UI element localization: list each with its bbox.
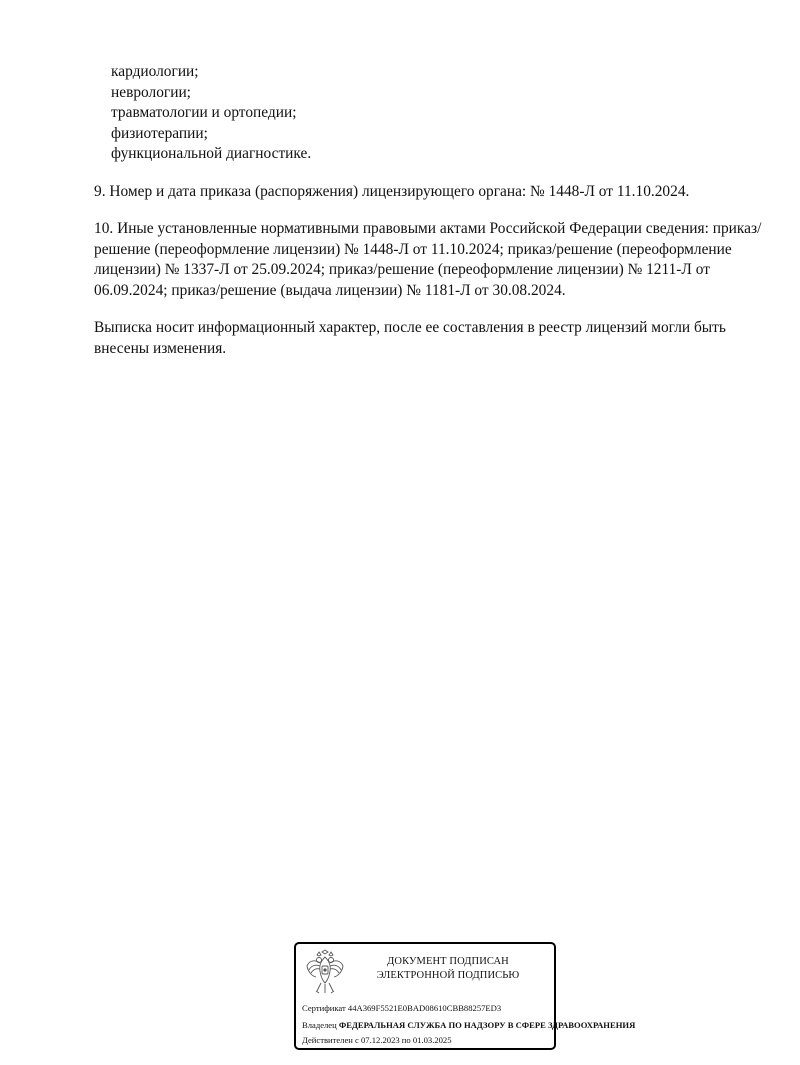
disclaimer-paragraph: Выписка носит информационный характер, после ее составления в реестр лицензий могли быть внесены изменения. [94, 319, 726, 357]
list-item: функциональной диагностике. [111, 145, 312, 162]
signature-title: ДОКУМЕНТ ПОДПИСАН ЭЛЕКТРОННОЙ ПОДПИСЬЮ [376, 956, 520, 981]
list-item: физиотерапии; [111, 124, 208, 142]
owner-name: ФЕДЕРАЛЬНАЯ СЛУЖБА ПО НАДЗОРУ В СФЕРЕ ЗДРАВООХРАНЕНИЯ [338, 1020, 636, 1030]
order-number-paragraph: 9. Номер и дата приказа (распоряжения) лицензирующего органа: № 1448-Л от 11.10.2024. [94, 182, 690, 200]
owner-line: Владелец ФЕДЕРАЛЬНАЯ СЛУЖБА ПО НАДЗОРУ В СФЕРЕ ЗДРАВООХРАНЕНИЯ [302, 1020, 636, 1030]
specialty-list [111, 62, 764, 165]
certificate-line: Сертификат 44A369F5521E0BAD08610CBB88257ED3 [302, 1003, 502, 1013]
list-item: неврологии; [111, 83, 191, 101]
list-item: кардиологии; [111, 63, 199, 80]
other-info-paragraph: 10. Иные установленные нормативными правовыми актами Российской Федерации сведения: приказ/решение (переоформление лицензии) № 1448-Л от 11.10.2024; приказ/решение (переоформление лицензии) № 1337-Л от 25.09.2024; приказ/решение (переоформление лицензии) № 1211-Л от 06.09.2024; приказ/решение (выдача лицензии) № 1181-Л от 30.08.2024. [94, 220, 762, 299]
validity-line: Действителен с 07.12.2023 по 01.03.2025 [302, 1035, 452, 1045]
document-body [94, 62, 764, 359]
electronic-signature-stamp [294, 942, 636, 1050]
coat-of-arms-icon [304, 949, 346, 997]
list-item: травматологии и ортопедии; [111, 104, 297, 121]
